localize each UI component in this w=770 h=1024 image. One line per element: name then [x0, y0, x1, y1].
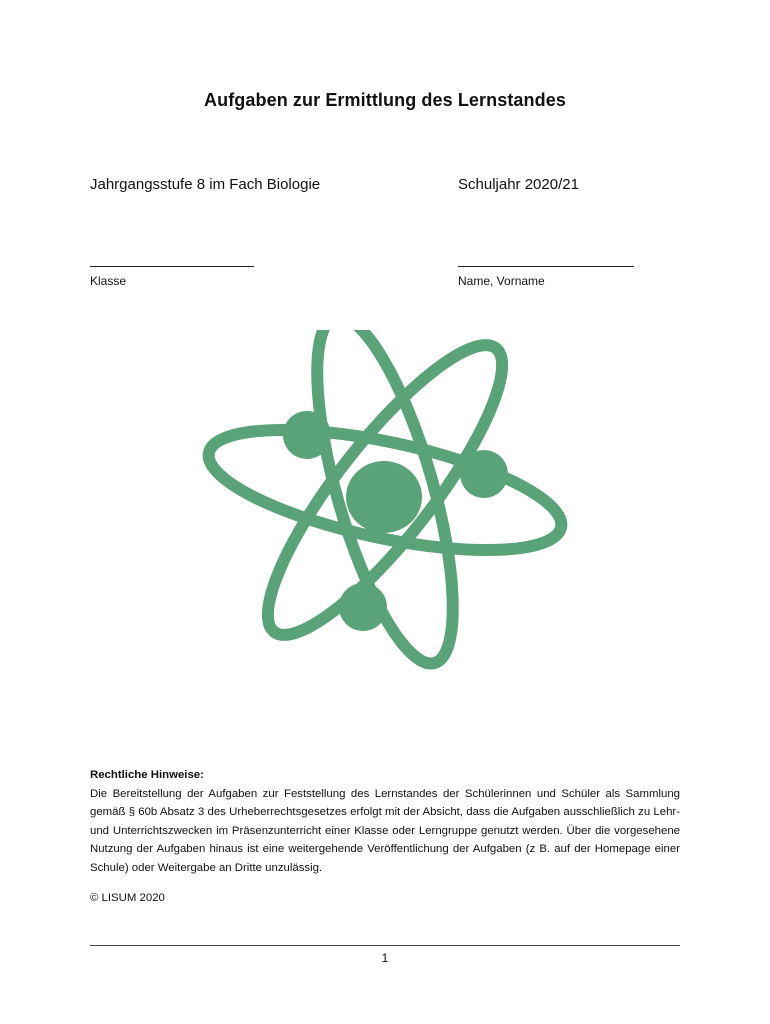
- legal-text: Die Bereitstellung der Aufgaben zur Feststellung des Lernstandes der Schülerinnen und Schüler als Sammlung gemäß § 60b Absatz 3 des Urheberrechtsgesetzes erfolgt mit der Absicht, dass die Aufgaben ausschließlich zu Lehr- und Unterrichtszwecken im Präsenzunterricht einer Klasse oder Lerngruppe genutzt werden. Über die vorgesehene Nutzung der Aufgaben hinaus ist eine weitergehende Veröffentlichung der Aufgaben (z B. auf der Homepage einer Schule) oder Weitergabe an Dritte unzulässig.: [90, 787, 680, 874]
- footer-divider: [90, 945, 680, 946]
- atom-electron-bottom: [339, 583, 387, 631]
- school-year: Schuljahr 2020/21: [458, 176, 579, 193]
- grade-subject: Jahrgangsstufe 8 im Fach Biologie: [90, 176, 321, 193]
- atom-nucleus: [346, 461, 422, 533]
- document-title: Aufgaben zur Ermittlung des Lernstandes: [204, 90, 566, 110]
- page-number: 1: [381, 951, 389, 965]
- legal-notice: [90, 766, 680, 877]
- class-blank-line: [90, 266, 254, 267]
- atom-electron-right: [460, 450, 508, 498]
- name-blank-line: [458, 266, 634, 267]
- atom-icon: [200, 330, 570, 670]
- atom-electron-left: [283, 411, 331, 459]
- name-label: Name, Vorname: [458, 274, 545, 288]
- copyright: © LISUM 2020: [90, 892, 165, 904]
- legal-heading: Rechtliche Hinweise:: [90, 769, 204, 781]
- class-label: Klasse: [90, 274, 127, 288]
